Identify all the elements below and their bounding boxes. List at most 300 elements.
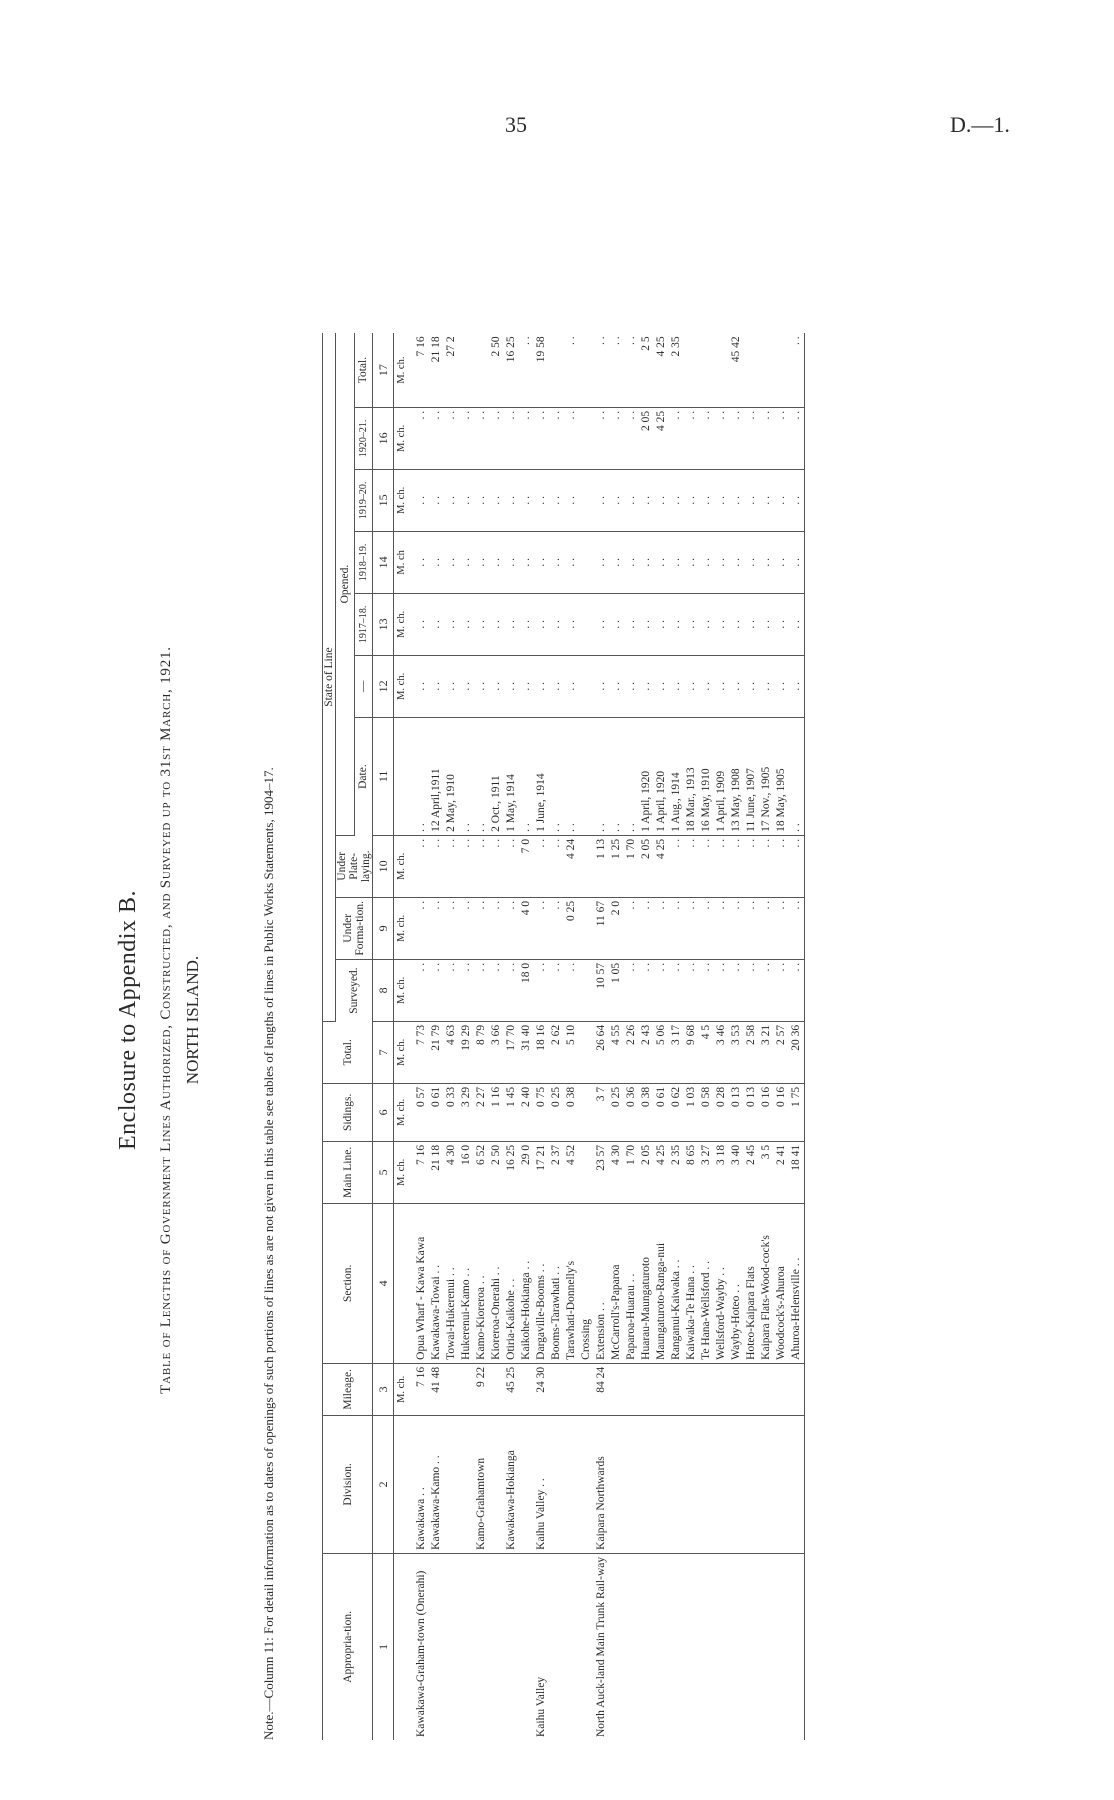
cell-opened-1918: . .	[639, 531, 654, 593]
cell-opened-1918: . .	[624, 531, 639, 593]
cell-under-platelaying: . .	[459, 835, 474, 897]
cell-sidings: 0 13	[729, 1083, 744, 1141]
cell-opened-1920: . .	[429, 407, 444, 469]
cell-under-platelaying: . .	[669, 835, 684, 897]
cell-section: Otiria-Kaikohe . .	[504, 1203, 519, 1363]
cell-sidings: 0 16	[774, 1083, 789, 1141]
cell-total: 7 73	[414, 1021, 429, 1083]
cell-surveyed	[579, 959, 594, 1021]
cell-division	[789, 1415, 805, 1553]
cell-opened-1917: . .	[684, 593, 699, 655]
cell-opened-1917: . .	[564, 593, 579, 655]
cell-under-platelaying: . .	[504, 835, 519, 897]
cell-opened-1917: . .	[624, 593, 639, 655]
cell-date: 1 May, 1914	[504, 717, 519, 835]
col-number: 3	[373, 1363, 394, 1415]
cell-opened-1917: . .	[669, 593, 684, 655]
cell-mileage	[639, 1363, 654, 1415]
cell-opened-1919: . .	[669, 469, 684, 531]
cell-opened-dash: . .	[594, 655, 609, 717]
cell-division	[549, 1415, 564, 1553]
cell-section: Te Hana-Wellsford . .	[699, 1203, 714, 1363]
cell-division	[774, 1415, 789, 1553]
col-number: 1	[373, 1553, 394, 1740]
cell-sidings: 0 33	[444, 1083, 459, 1141]
cell-mileage	[579, 1363, 594, 1415]
cell-opened-dash: . .	[519, 655, 534, 717]
table-row	[429, 333, 444, 1740]
cell-opened-total: . .	[564, 333, 579, 407]
cell-opened-1919: . .	[519, 469, 534, 531]
table-row	[489, 333, 504, 1740]
cell-opened-1920: . .	[609, 407, 624, 469]
cell-under-platelaying: 1 25	[609, 835, 624, 897]
cell-under-formation: . .	[534, 897, 549, 959]
cell-under-platelaying: . .	[789, 835, 805, 897]
table-row	[774, 333, 789, 1740]
cell-total: 4 63	[444, 1021, 459, 1083]
col-dash: —	[354, 655, 373, 717]
cell-opened-dash: . .	[504, 655, 519, 717]
cell-section: Towai-Hukerenui . .	[444, 1203, 459, 1363]
cell-section: Booms-Tarawhati . .	[549, 1203, 564, 1363]
cell-opened-1919: . .	[459, 469, 474, 531]
cell-date: 12 April,1911	[429, 717, 444, 835]
cell-opened-total	[579, 333, 594, 407]
cell-total: 20 36	[789, 1021, 805, 1083]
cell-under-platelaying: 7 0	[519, 835, 534, 897]
cell-sidings: 0 38	[639, 1083, 654, 1141]
cell-section: Kawakawa-Towai . .	[429, 1203, 444, 1363]
cell-mileage	[564, 1363, 579, 1415]
cell-main-line: 2 05	[639, 1141, 654, 1203]
cell-under-formation	[579, 897, 594, 959]
cell-section: Kaikohe-Hokianga . .	[519, 1203, 534, 1363]
cell-division	[654, 1415, 669, 1553]
cell-opened-total: . .	[519, 333, 534, 407]
cell-opened-1918: . .	[789, 531, 805, 593]
cell-opened-1917: . .	[774, 593, 789, 655]
cell-section: Opua Wharf - Kawa Kawa	[414, 1203, 429, 1363]
col-division: Division.	[323, 1415, 373, 1553]
cell-opened-1919: . .	[594, 469, 609, 531]
cell-division	[669, 1415, 684, 1553]
cell-main-line: 4 30	[609, 1141, 624, 1203]
cell-sidings: 0 58	[699, 1083, 714, 1141]
cell-main-line: 6 52	[474, 1141, 489, 1203]
cell-opened-1918: . .	[699, 531, 714, 593]
cell-total: 2 26	[624, 1021, 639, 1083]
unit-label: M. ch.	[394, 593, 415, 655]
cell-surveyed: . .	[459, 959, 474, 1021]
col-number: 15	[373, 469, 394, 531]
cell-main-line: 2 45	[744, 1141, 759, 1203]
cell-sidings: 2 40	[519, 1083, 534, 1141]
cell-under-formation: . .	[624, 897, 639, 959]
cell-opened-dash: . .	[474, 655, 489, 717]
cell-appropriation	[774, 1553, 789, 1740]
cell-mileage: 45 25	[504, 1363, 519, 1415]
cell-total	[579, 1021, 594, 1083]
cell-under-platelaying: . .	[729, 835, 744, 897]
table-row	[444, 333, 459, 1740]
cell-under-platelaying: . .	[684, 835, 699, 897]
cell-section: Hukerenui-Kamo . .	[459, 1203, 474, 1363]
cell-opened-1917: . .	[444, 593, 459, 655]
cell-opened-dash: . .	[789, 655, 805, 717]
cell-main-line: 23 57	[594, 1141, 609, 1203]
cell-main-line: 3 5	[759, 1141, 774, 1203]
cell-opened-1918: . .	[594, 531, 609, 593]
cell-main-line	[579, 1141, 594, 1203]
cell-opened-1919: . .	[444, 469, 459, 531]
cell-appropriation	[744, 1553, 759, 1740]
table-row	[654, 333, 669, 1740]
table-row	[414, 333, 429, 1740]
cell-opened-1918: . .	[444, 531, 459, 593]
cell-opened-dash	[579, 655, 594, 717]
col-state-of-line: State of Line	[323, 333, 336, 1021]
cell-opened-dash: . .	[564, 655, 579, 717]
cell-opened-1917: . .	[654, 593, 669, 655]
cell-total: 2 62	[549, 1021, 564, 1083]
cell-surveyed: . .	[534, 959, 549, 1021]
cell-opened-1919: . .	[639, 469, 654, 531]
cell-total: 18 16	[534, 1021, 549, 1083]
cell-under-formation: . .	[549, 897, 564, 959]
cell-opened-1917: . .	[744, 593, 759, 655]
cell-mileage	[669, 1363, 684, 1415]
cell-under-platelaying: . .	[429, 835, 444, 897]
cell-total: 2 43	[639, 1021, 654, 1083]
cell-sidings: 0 25	[609, 1083, 624, 1141]
cell-section: Ahuroa-Helensville . .	[789, 1203, 805, 1363]
cell-under-formation: . .	[459, 897, 474, 959]
cell-opened-1918: . .	[474, 531, 489, 593]
cell-date: 18 Mar., 1913	[684, 717, 699, 835]
cell-opened-dash: . .	[549, 655, 564, 717]
cell-date: 1 Aug., 1914	[669, 717, 684, 835]
cell-total: 9 68	[684, 1021, 699, 1083]
cell-opened-1920: . .	[564, 407, 579, 469]
cell-total: 3 21	[759, 1021, 774, 1083]
cell-appropriation	[444, 1553, 459, 1740]
cell-under-platelaying: . .	[474, 835, 489, 897]
cell-surveyed: . .	[654, 959, 669, 1021]
cell-under-formation: . .	[639, 897, 654, 959]
col-number: 4	[373, 1203, 394, 1363]
cell-sidings: 1 03	[684, 1083, 699, 1141]
cell-opened-1917: . .	[609, 593, 624, 655]
page-number: 35	[505, 112, 527, 137]
cell-division	[639, 1415, 654, 1553]
cell-date: 1 April, 1909	[714, 717, 729, 835]
cell-surveyed: . .	[504, 959, 519, 1021]
table-row	[639, 333, 654, 1740]
col-number: 7	[373, 1021, 394, 1083]
cell-date: . .	[519, 717, 534, 835]
cell-sidings: 0 62	[669, 1083, 684, 1141]
cell-opened-1919: . .	[699, 469, 714, 531]
cell-opened-1917: . .	[414, 593, 429, 655]
cell-section: Paparoa-Huarau . .	[624, 1203, 639, 1363]
cell-opened-1920	[579, 407, 594, 469]
cell-mileage	[654, 1363, 669, 1415]
cell-opened-1919: . .	[504, 469, 519, 531]
cell-opened-1919: . .	[714, 469, 729, 531]
col-number: 5	[373, 1141, 394, 1203]
cell-opened-1918: . .	[609, 531, 624, 593]
cell-opened-1920: 4 25	[654, 407, 669, 469]
cell-opened-1920: . .	[729, 407, 744, 469]
cell-appropriation	[789, 1553, 805, 1740]
cell-opened-1920: . .	[759, 407, 774, 469]
cell-division	[699, 1415, 714, 1553]
cell-total: 31 40	[519, 1021, 534, 1083]
unit-label: M. ch.	[394, 1363, 415, 1415]
table-row	[459, 333, 474, 1740]
cell-opened-total: 27 2	[444, 333, 459, 407]
cell-opened-dash: . .	[414, 655, 429, 717]
col-1919-20: 1919–20.	[354, 469, 373, 531]
cell-date: . .	[414, 717, 429, 835]
cell-total: 3 17	[669, 1021, 684, 1083]
cell-total: 2 58	[744, 1021, 759, 1083]
cell-appropriation: Kawakawa-Graham-town (Onerahi)	[415, 1570, 427, 1737]
cell-opened-1917: . .	[459, 593, 474, 655]
cell-section: Dargaville-Booms . .	[534, 1203, 549, 1363]
cell-section: Wayby-Hoteo . .	[729, 1203, 744, 1363]
cell-opened-1917: . .	[789, 593, 805, 655]
cell-under-formation: . .	[774, 897, 789, 959]
cell-section: Kamo-Kioreroa . .	[474, 1203, 489, 1363]
cell-opened-1920: . .	[594, 407, 609, 469]
cell-sidings: 3 7	[594, 1083, 609, 1141]
cell-section: McCarroll's-Paparoa	[609, 1203, 624, 1363]
cell-opened-dash: . .	[444, 655, 459, 717]
cell-opened-total: . .	[624, 333, 639, 407]
col-surveyed: Surveyed.	[336, 959, 373, 1021]
cell-main-line: 7 16	[414, 1141, 429, 1203]
cell-under-formation: 2 0	[609, 897, 624, 959]
table-row	[504, 333, 519, 1740]
cell-under-platelaying: . .	[759, 835, 774, 897]
table-title: Table of Lengths of Government Lines Authorized, Constructed, and Surveyed up to 31st March, 1921.	[158, 646, 174, 1394]
cell-sidings: 0 61	[654, 1083, 669, 1141]
region-heading: NORTH ISLAND.	[183, 955, 202, 1085]
cell-mileage	[714, 1363, 729, 1415]
cell-section: Wellsford-Wayby . .	[714, 1203, 729, 1363]
cell-main-line: 2 41	[774, 1141, 789, 1203]
table-row	[744, 333, 759, 1740]
cell-date: 16 May, 1910	[699, 717, 714, 835]
cell-appropriation	[459, 1553, 474, 1740]
cell-total: 2 57	[774, 1021, 789, 1083]
unit-label: M. ch.	[394, 1141, 415, 1203]
cell-opened-1918: . .	[684, 531, 699, 593]
cell-appropriation	[609, 1553, 624, 1740]
cell-opened-1919	[579, 469, 594, 531]
cell-opened-1917	[579, 593, 594, 655]
cell-under-formation: . .	[429, 897, 444, 959]
cell-opened-1917: . .	[699, 593, 714, 655]
cell-appropriation	[729, 1553, 744, 1740]
cell-appropriation	[549, 1553, 564, 1740]
cell-surveyed: . .	[729, 959, 744, 1021]
cell-main-line: 17 21	[534, 1141, 549, 1203]
cell-main-line: 2 50	[489, 1141, 504, 1203]
table-row	[699, 333, 714, 1740]
cell-opened-dash: . .	[729, 655, 744, 717]
col-section: Section.	[323, 1203, 373, 1363]
cell-opened-dash: . .	[669, 655, 684, 717]
cell-main-line: 3 27	[699, 1141, 714, 1203]
cell-opened-1919: . .	[729, 469, 744, 531]
unit-label: M. ch.	[394, 959, 415, 1021]
cell-mileage	[684, 1363, 699, 1415]
cell-appropriation	[519, 1553, 534, 1740]
cell-opened-1918: . .	[489, 531, 504, 593]
cell-opened-total	[759, 333, 774, 407]
cell-opened-1917: . .	[519, 593, 534, 655]
cell-opened-dash: . .	[489, 655, 504, 717]
cell-opened-1918: . .	[744, 531, 759, 593]
cell-main-line: 2 35	[669, 1141, 684, 1203]
cell-total: 5 10	[564, 1021, 579, 1083]
cell-opened-total	[549, 333, 564, 407]
col-1920-21: 1920–21.	[354, 407, 373, 469]
cell-appropriation	[639, 1553, 654, 1740]
cell-section: Kaiwaka-Te Hana . .	[684, 1203, 699, 1363]
cell-opened-1918: . .	[714, 531, 729, 593]
cell-total: 19 29	[459, 1021, 474, 1083]
cell-mileage	[624, 1363, 639, 1415]
cell-total: 3 46	[714, 1021, 729, 1083]
table-row	[579, 333, 594, 1740]
cell-sidings: 0 57	[414, 1083, 429, 1141]
cell-section: Kioreroa-Onerahi . .	[489, 1203, 504, 1363]
cell-surveyed: . .	[759, 959, 774, 1021]
col-appropriation: Appropria-tion.	[323, 1553, 373, 1740]
cell-opened-dash: . .	[654, 655, 669, 717]
cell-opened-1917: . .	[594, 593, 609, 655]
cell-opened-1919: . .	[744, 469, 759, 531]
cell-date: . .	[564, 717, 579, 835]
cell-section: Hoteo-Kaipara Flats	[744, 1203, 759, 1363]
cell-opened-total: 4 25	[654, 333, 669, 407]
cell-opened-1917: . .	[504, 593, 519, 655]
cell-surveyed: 10 57	[594, 959, 609, 1021]
col-number: 2	[373, 1415, 394, 1553]
cell-mileage	[744, 1363, 759, 1415]
table-note: Note.—Column 11: For detail information as to dates of openings of such portions of lines as are not given in this table see tables of lengths of lines in Public Works Statements, 1904–17.	[261, 767, 276, 1740]
cell-opened-1918: . .	[429, 531, 444, 593]
cell-under-platelaying: . .	[744, 835, 759, 897]
col-total-opened: Total.	[354, 333, 373, 407]
cell-mileage	[609, 1363, 624, 1415]
cell-division	[579, 1415, 594, 1553]
cell-division	[624, 1415, 639, 1553]
col-number: 12	[373, 655, 394, 717]
cell-total: 5 06	[654, 1021, 669, 1083]
cell-opened-1918: . .	[774, 531, 789, 593]
cell-opened-1920: . .	[789, 407, 805, 469]
cell-main-line: 21 18	[429, 1141, 444, 1203]
cell-surveyed: 1 05	[609, 959, 624, 1021]
cell-opened-1918: . .	[759, 531, 774, 593]
cell-opened-1917: . .	[759, 593, 774, 655]
cell-opened-1917: . .	[549, 593, 564, 655]
cell-date: . .	[789, 717, 805, 835]
cell-main-line: 4 25	[654, 1141, 669, 1203]
cell-opened-1920: . .	[699, 407, 714, 469]
cell-total: 26 64	[594, 1021, 609, 1083]
cell-appropriation	[699, 1553, 714, 1740]
cell-main-line: 4 52	[564, 1141, 579, 1203]
table-row	[564, 333, 579, 1740]
cell-total: 3 53	[729, 1021, 744, 1083]
cell-mileage: 41 48	[429, 1363, 444, 1415]
cell-total: 3 66	[489, 1021, 504, 1083]
cell-opened-1918: . .	[729, 531, 744, 593]
col-number: 8	[373, 959, 394, 1021]
table-row	[594, 333, 609, 1740]
cell-opened-1919: . .	[534, 469, 549, 531]
cell-division	[609, 1415, 624, 1553]
cell-opened-dash: . .	[699, 655, 714, 717]
cell-opened-1920: . .	[459, 407, 474, 469]
cell-mileage	[549, 1363, 564, 1415]
cell-mileage	[444, 1363, 459, 1415]
cell-under-platelaying: . .	[714, 835, 729, 897]
cell-sidings: 0 13	[744, 1083, 759, 1141]
cell-under-formation: . .	[669, 897, 684, 959]
cell-total: 4 55	[609, 1021, 624, 1083]
cell-opened-1917: . .	[429, 593, 444, 655]
cell-surveyed: . .	[489, 959, 504, 1021]
cell-sidings: 0 16	[759, 1083, 774, 1141]
col-under-platelaying: Under Plate-laying.	[336, 835, 373, 897]
cell-opened-1918: . .	[504, 531, 519, 593]
cell-opened-1919: . .	[789, 469, 805, 531]
cell-opened-total	[744, 333, 759, 407]
cell-under-platelaying: 1 70	[624, 835, 639, 897]
cell-main-line: 3 18	[714, 1141, 729, 1203]
cell-opened-total: 7 16	[414, 333, 429, 407]
cell-date: . .	[594, 717, 609, 835]
cell-main-line: 8 65	[684, 1141, 699, 1203]
cell-sidings: 1 45	[504, 1083, 519, 1141]
col-main-line: Main Line.	[323, 1141, 373, 1203]
cell-sidings: 0 36	[624, 1083, 639, 1141]
cell-appropriation	[759, 1553, 774, 1740]
cell-opened-total: 2 5	[639, 333, 654, 407]
unit-label: M. ch.	[394, 1021, 415, 1083]
cell-sidings: 0 75	[534, 1083, 549, 1141]
cell-appropriation	[714, 1553, 729, 1740]
cell-under-formation: . .	[444, 897, 459, 959]
cell-total: 8 79	[474, 1021, 489, 1083]
cell-opened-total	[684, 333, 699, 407]
col-number: 16	[373, 407, 394, 469]
cell-appropriation	[684, 1553, 699, 1740]
cell-mileage	[459, 1363, 474, 1415]
cell-total: 4 5	[699, 1021, 714, 1083]
cell-opened-dash: . .	[774, 655, 789, 717]
cell-total: 17 70	[504, 1021, 519, 1083]
cell-appropriation	[579, 1553, 594, 1740]
cell-opened-dash: . .	[714, 655, 729, 717]
